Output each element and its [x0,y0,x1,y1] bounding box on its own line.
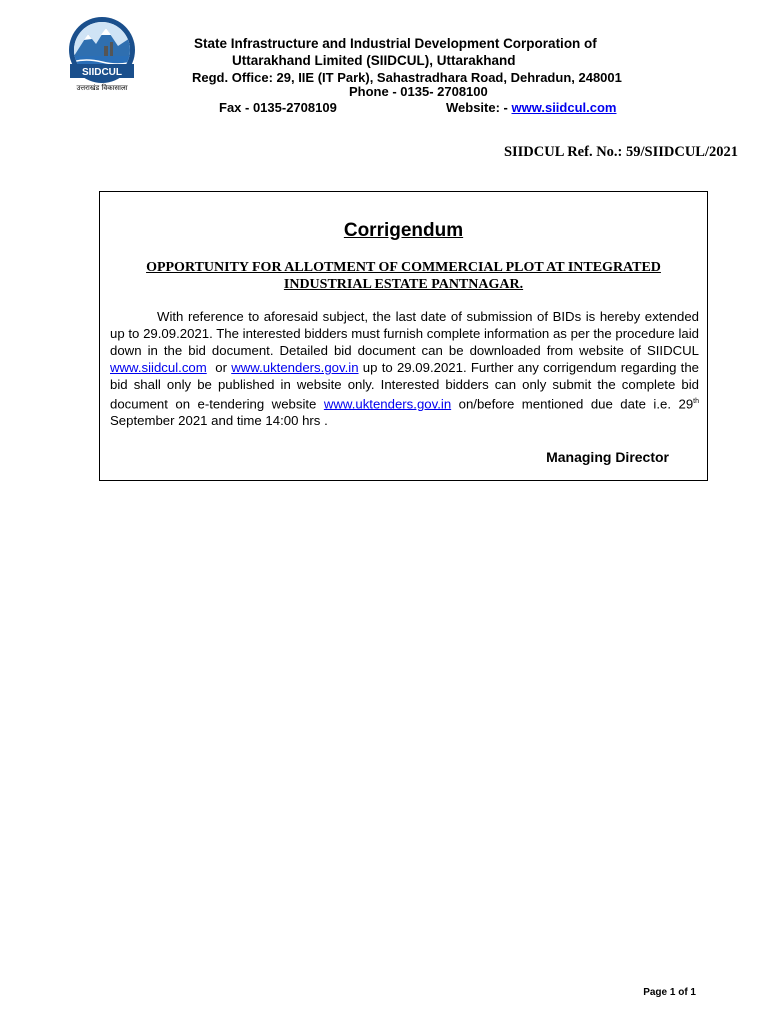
signatory: Managing Director [546,449,669,465]
date-suffix: th [693,398,699,405]
org-name-line1: State Infrastructure and Industrial Development Corporation of [194,36,597,51]
siidcul-link[interactable]: www.siidcul.com [110,360,207,375]
org-website [446,100,616,116]
body-part4: September 2021 and time 14:00 hrs . [110,413,328,429]
notice-body [110,308,699,429]
notice-title: Corrigendum [343,220,464,241]
body-part1: With reference to aforesaid subject, the last date of submission of BIDs is hereby extended up to 29.09.2021. The interested bidders must furnish complete information as per the procedure laid down in the bid document. Detailed bid document can be downloaded from website of SIIDCUL [110,309,699,358]
uktenders-link[interactable]: www.uktenders.gov.in [231,360,359,375]
logo-tagline: उत्तराखंड विकासाला [76,84,128,92]
reference-number: SIIDCUL Ref. No.: 59/SIIDCUL/2021 [503,144,738,160]
org-name-line2: Uttarakhand Limited (SIIDCUL), Uttarakhand [232,53,516,68]
org-address: Regd. Office: 29, IIE (IT Park), Sahastradhara Road, Dehradun, 248001 [192,70,622,85]
org-fax: Fax - 0135-2708109 [219,100,337,115]
website-label: Website: - [446,100,512,115]
subject-line2: INDUSTRIAL ESTATE PANTNAGAR. [283,277,524,292]
notice-subject [106,259,701,293]
body-part2: up to 29.09.2021. Further any corrigendum regarding the bid shall only be published in website only. Interested bidders can only submit the complete bid document on e-tendering website [110,360,700,412]
body-or: or [206,360,232,375]
org-phone: Phone - 0135- 2708100 [349,84,488,99]
website-link[interactable]: www.siidcul.com [511,100,617,115]
subject-line1: OPPORTUNITY FOR ALLOTMENT OF COMMERCIAL PLOT AT INTEGRATED [146,260,661,275]
logo-text: SIIDCUL [82,67,122,78]
corrigendum-box [99,191,708,481]
body-part3: on/before mentioned due date i.e. 29 [451,396,694,412]
page-number: Page 1 of 1 [643,987,696,998]
uktenders-etender-link[interactable]: www.uktenders.gov.in [323,396,452,412]
